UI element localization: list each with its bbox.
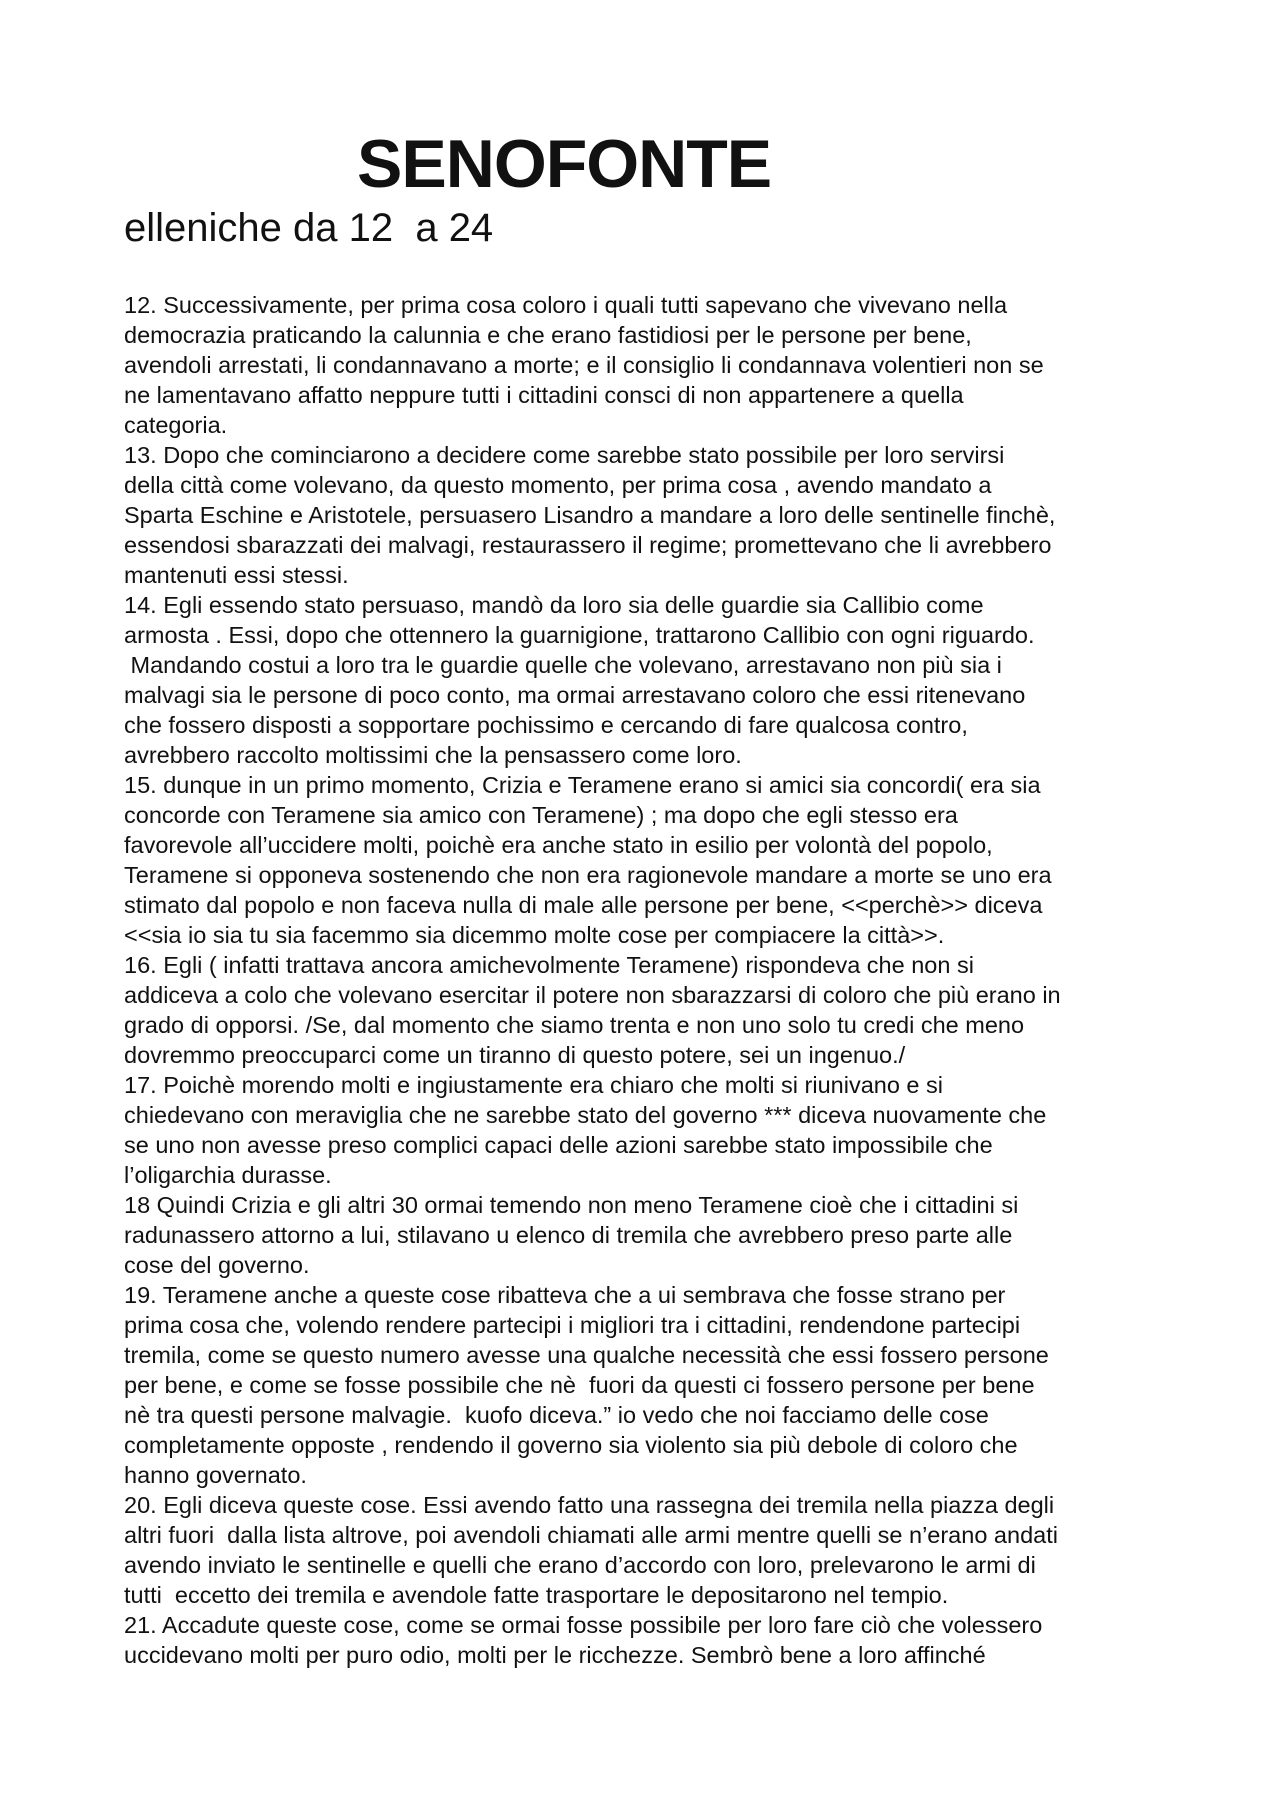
text-line: avendo inviato le sentinelle e quelli che erano d’accordo con loro, prelevarono le armi di [124,1552,1036,1578]
text-line: <<sia io sia tu sia facemmo sia dicemmo molte cose per compiacere la città>>. [124,922,945,948]
text-line: che fossero disposti a sopportare pochissimo e cercando di fare qualcosa contro, [124,712,968,738]
text-line: chiedevano con meraviglia che ne sarebbe stato del governo *** diceva nuovamente che [124,1102,1047,1128]
text-line: radunassero attorno a lui, stilavano u elenco di tremila che avrebbero preso parte alle [124,1222,1013,1248]
text-line: 12. Successivamente, per prima cosa coloro i quali tutti sapevano che vivevano nella [124,292,1008,318]
text-line: dovremmo preoccuparci come un tiranno di questo potere, sei un ingenuo./ [124,1042,906,1068]
text-line: hanno governato. [124,1462,307,1488]
text-line: Teramene si opponeva sostenendo che non era ragionevole mandare a morte se uno era [124,862,1052,888]
text-line: 20. Egli diceva queste cose. Essi avendo fatto una rassegna dei tremila nella piazza degli [124,1492,1055,1518]
text-line: altri fuori dalla lista altrove, poi avendoli chiamati alle armi mentre quelli se n’erano andati [124,1522,1058,1548]
text-line: tremila, come se questo numero avesse una qualche necessità che essi fossero persone [124,1342,1049,1368]
text-line: per bene, e come se fosse possibile che nè fuori da questi ci fossero persone per bene [124,1372,1035,1398]
text-line: Mandando costui a loro tra le guardie quelle che volevano, arrestavano non più sia i [124,652,1002,678]
text-line: categoria. [124,412,228,438]
text-line: democrazia praticando la calunnia e che erano fastidiosi per le persone per bene, [124,322,972,348]
text-line: avendoli arrestati, li condannavano a morte; e il consiglio li condannava volentieri non se [124,352,1044,378]
body-text [124,290,1184,1670]
text-line: della città come volevano, da questo momento, per prima cosa , avendo mandato a [124,472,992,498]
document-title: SENOFONTE [357,126,772,202]
text-line: addiceva a colo che volevano esercitar il potere non sbarazzarsi di coloro che più erano in [124,982,1061,1008]
text-line: avrebbero raccolto moltissimi che la pensassero come loro. [124,742,742,768]
text-line: prima cosa che, volendo rendere partecipi i migliori tra i cittadini, rendendone partecipi [124,1312,1021,1338]
text-line: completamente opposte , rendendo il governo sia violento sia più debole di coloro che [124,1432,1018,1458]
text-line: uccidevano molti per puro odio, molti per le ricchezze. Sembrò bene a loro affinché [124,1642,986,1668]
text-line: nè tra questi persone malvagie. kuofo diceva.” io vedo che noi facciamo delle cose [124,1402,989,1428]
text-line: malvagi sia le persone di poco conto, ma ormai arrestavano coloro che essi ritenevano [124,682,1026,708]
text-line: 13. Dopo che cominciarono a decidere come sarebbe stato possibile per loro servirsi [124,442,1005,468]
text-line: tutti eccetto dei tremila e avendole fatte trasportare le depositarono nel tempio. [124,1582,949,1608]
text-line: 15. dunque in un primo momento, Crizia e Teramene erano si amici sia concordi( era sia [124,772,1041,798]
text-line: armosta . Essi, dopo che ottennero la guarnigione, trattarono Callibio con ogni riguardo. [124,622,1035,648]
text-line: Sparta Eschine e Aristotele, persuasero Lisandro a mandare a loro delle sentinelle finchè, [124,502,1056,528]
text-line: stimato dal popolo e non faceva nulla di male alle persone per bene, <<perchè>> diceva [124,892,1043,918]
text-line: 14. Egli essendo stato persuaso, mandò da loro sia delle guardie sia Callibio come [124,592,984,618]
text-line: 18 Quindi Crizia e gli altri 30 ormai temendo non meno Teramene cioè che i cittadini si [124,1192,1019,1218]
text-line: l’oligarchia durasse. [124,1162,332,1188]
document-subtitle: elleniche da 12 a 24 [124,206,494,250]
text-line: 21. Accadute queste cose, come se ormai fosse possibile per loro fare ciò che volessero [124,1612,1043,1638]
text-line: cose del governo. [124,1252,310,1278]
text-line: se uno non avesse preso complici capaci delle azioni sarebbe stato impossibile che [124,1132,993,1158]
text-line: 19. Teramene anche a queste cose ribatteva che a ui sembrava che fosse strano per [124,1282,1006,1308]
text-line: grado di opporsi. /Se, dal momento che siamo trenta e non uno solo tu credi che meno [124,1012,1025,1038]
text-line: concorde con Teramene sia amico con Teramene) ; ma dopo che egli stesso era [124,802,958,828]
text-line: favorevole all’uccidere molti, poichè era anche stato in esilio per volontà del popolo, [124,832,993,858]
text-line: mantenuti essi stessi. [124,562,349,588]
text-line: 17. Poichè morendo molti e ingiustamente era chiaro che molti si riunivano e si [124,1072,944,1098]
text-line: essendosi sbarazzati dei malvagi, restaurassero il regime; promettevano che li avrebbero [124,532,1052,558]
text-line: ne lamentavano affatto neppure tutti i cittadini consci di non appartenere a quella [124,382,964,408]
text-line: 16. Egli ( infatti trattava ancora amichevolmente Teramene) rispondeva che non si [124,952,974,978]
